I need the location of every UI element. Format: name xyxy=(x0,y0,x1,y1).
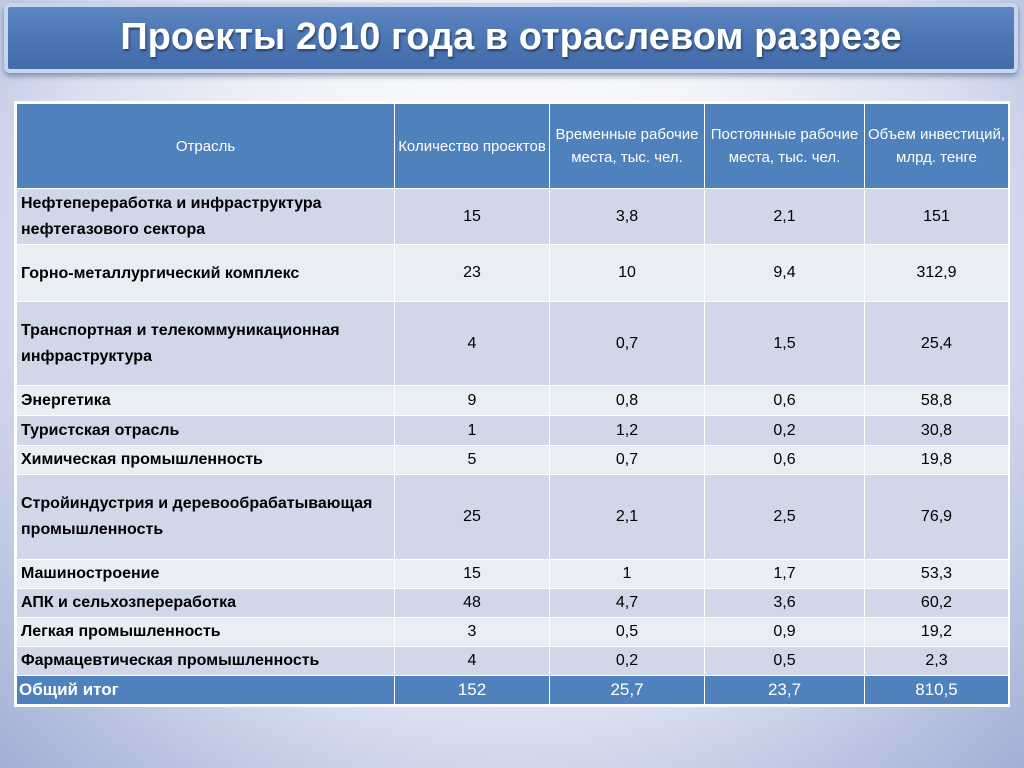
title-bar xyxy=(4,3,1018,73)
total-investment: 810,5 xyxy=(865,676,1009,705)
row-investment: 30,8 xyxy=(865,416,1009,446)
row-industry: Стройиндустрия и деревообрабатывающая промышленность xyxy=(17,475,395,560)
table-row xyxy=(17,647,1009,676)
row-permanent: 2,1 xyxy=(705,189,865,245)
projects-table xyxy=(16,103,1009,705)
row-permanent: 0,6 xyxy=(705,446,865,475)
row-count: 25 xyxy=(395,475,550,560)
row-industry: АПК и сельхозпереработка xyxy=(17,589,395,618)
table-row xyxy=(17,589,1009,618)
total-permanent: 23,7 xyxy=(705,676,865,705)
table-row xyxy=(17,416,1009,446)
row-industry: Машиностроение xyxy=(17,560,395,589)
total-label: Общий итог xyxy=(17,676,395,705)
table-row xyxy=(17,560,1009,589)
row-industry: Энергетика xyxy=(17,386,395,416)
row-investment: 76,9 xyxy=(865,475,1009,560)
header-industry: Отрасль xyxy=(17,104,395,189)
row-count: 23 xyxy=(395,245,550,302)
header-temporary-jobs: Временные рабочие места, тыс. чел. xyxy=(550,104,705,189)
row-temporary: 10 xyxy=(550,245,705,302)
row-industry: Фармацевтическая промышленность xyxy=(17,647,395,676)
row-permanent: 0,6 xyxy=(705,386,865,416)
row-permanent: 0,2 xyxy=(705,416,865,446)
row-industry: Туристская отрасль xyxy=(17,416,395,446)
row-temporary: 0,5 xyxy=(550,618,705,647)
header-permanent-jobs: Постоянные рабочие места, тыс. чел. xyxy=(705,104,865,189)
row-industry: Химическая промышленность xyxy=(17,446,395,475)
row-temporary: 4,7 xyxy=(550,589,705,618)
row-permanent: 3,6 xyxy=(705,589,865,618)
row-permanent: 1,5 xyxy=(705,302,865,386)
total-count: 152 xyxy=(395,676,550,705)
page-title: Проекты 2010 года в отраслевом разрезе xyxy=(120,15,902,58)
table-row xyxy=(17,189,1009,245)
table-row xyxy=(17,386,1009,416)
row-count: 3 xyxy=(395,618,550,647)
row-count: 5 xyxy=(395,446,550,475)
row-investment: 312,9 xyxy=(865,245,1009,302)
table-header-row xyxy=(17,104,1009,189)
row-industry: Нефтепереработка и инфраструктура нефтегазового сектора xyxy=(17,189,395,245)
row-investment: 19,2 xyxy=(865,618,1009,647)
row-temporary: 0,2 xyxy=(550,647,705,676)
row-permanent: 2,5 xyxy=(705,475,865,560)
row-temporary: 1,2 xyxy=(550,416,705,446)
row-temporary: 0,7 xyxy=(550,446,705,475)
projects-table-container xyxy=(14,101,1010,707)
row-industry: Легкая промышленность xyxy=(17,618,395,647)
header-investment: Объем инвестиций, млрд. тенге xyxy=(865,104,1009,189)
table-row xyxy=(17,618,1009,647)
row-count: 4 xyxy=(395,302,550,386)
row-investment: 25,4 xyxy=(865,302,1009,386)
row-temporary: 0,7 xyxy=(550,302,705,386)
row-count: 4 xyxy=(395,647,550,676)
row-investment: 53,3 xyxy=(865,560,1009,589)
row-temporary: 2,1 xyxy=(550,475,705,560)
row-industry: Горно-металлургический комплекс xyxy=(17,245,395,302)
row-count: 15 xyxy=(395,560,550,589)
row-investment: 19,8 xyxy=(865,446,1009,475)
row-temporary: 1 xyxy=(550,560,705,589)
row-permanent: 0,5 xyxy=(705,647,865,676)
row-count: 1 xyxy=(395,416,550,446)
row-count: 15 xyxy=(395,189,550,245)
row-investment: 60,2 xyxy=(865,589,1009,618)
row-industry: Транспортная и телекоммуникационная инфраструктура xyxy=(17,302,395,386)
row-temporary: 3,8 xyxy=(550,189,705,245)
row-permanent: 0,9 xyxy=(705,618,865,647)
row-investment: 58,8 xyxy=(865,386,1009,416)
total-temporary: 25,7 xyxy=(550,676,705,705)
row-investment: 2,3 xyxy=(865,647,1009,676)
table-row xyxy=(17,446,1009,475)
table-row xyxy=(17,302,1009,386)
table-row xyxy=(17,245,1009,302)
header-project-count: Количество проектов xyxy=(395,104,550,189)
row-investment: 151 xyxy=(865,189,1009,245)
row-count: 9 xyxy=(395,386,550,416)
table-total-row xyxy=(17,676,1009,705)
row-temporary: 0,8 xyxy=(550,386,705,416)
row-permanent: 9,4 xyxy=(705,245,865,302)
row-count: 48 xyxy=(395,589,550,618)
table-row xyxy=(17,475,1009,560)
row-permanent: 1,7 xyxy=(705,560,865,589)
